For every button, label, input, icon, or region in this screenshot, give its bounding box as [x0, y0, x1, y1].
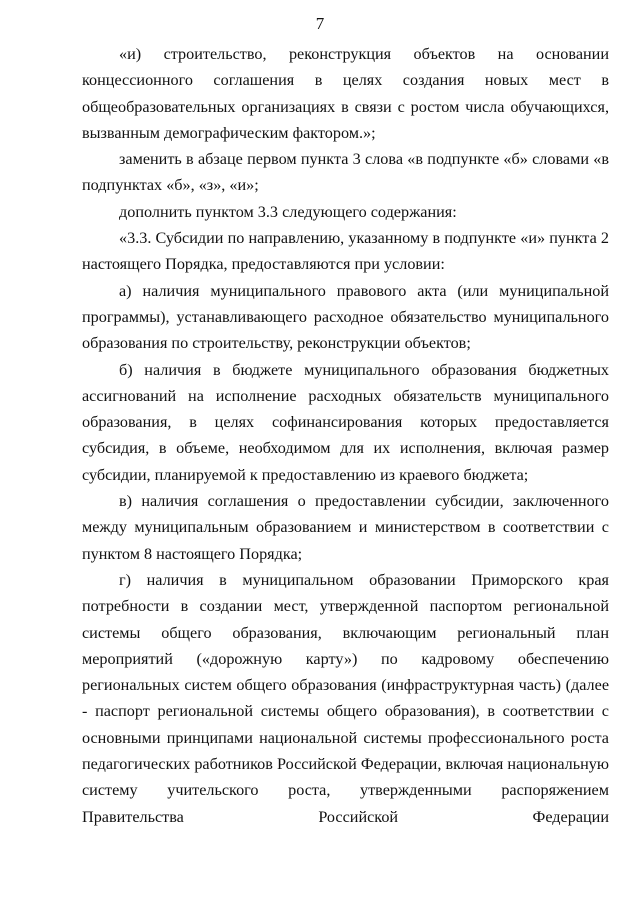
paragraph-add-point-3-3: дополнить пунктом 3.3 следующего содержания:: [119, 202, 457, 221]
paragraph-condition-b: б) наличия в бюджете муниципального образования бюджетных ассигнований на исполнение расходных обязательств муниципального образования, в целях софинансирования которых предоставляется субсидия, в объеме, необходимом для их исполнения, включая размер субсидии, планируемой к предоставлению из краевого бюджета;: [82, 360, 609, 484]
page-number: 7: [315, 14, 325, 33]
paragraph-condition-g: г) наличия в муниципальном образовании Приморского края потребности в создании мест, утвержденной паспортом региональной системы общего образования, включающим региональный план мероприятий («дорожную карту») по кадровому обеспечению региональных систем общего образования (инфраструктурная часть) (далее - паспорт региональной системы общего образования), в соответствии с основными принципами национальной системы профессионального роста педагогических работников Российской Федерации, включая национальную систему учительского роста, утвержденными распоряжением Правительства Российской Федерации: [82, 570, 609, 826]
document-body: [82, 41, 609, 830]
paragraph-point-3-3-intro: «3.3. Субсидии по направлению, указанному в подпункте «и» пункта 2 настоящего Порядка, предоставляются при условии:: [82, 229, 609, 274]
paragraph-condition-v: в) наличия соглашения о предоставлении субсидии, заключенного между муниципальным образованием и министерством в соответствии с пунктом 8 настоящего Порядка;: [82, 492, 609, 563]
paragraph-condition-a: а) наличия муниципального правового акта (или муниципальной программы), устанавливающего расходное обязательство муниципального образования по строительству, реконструкции объектов;: [82, 281, 609, 353]
paragraph-item-i-construction: «и) строительство, реконструкция объектов на основании концессионного соглашения в целях создания новых мест в общеобразовательных организациях в связи с ростом числа обучающихся, вызванным демографическим фактором.»;: [82, 45, 609, 142]
paragraph-replace-words: заменить в абзаце первом пункта 3 слова «в подпункте «б» словами «в подпунктах «б», «з», «и»;: [82, 150, 609, 195]
